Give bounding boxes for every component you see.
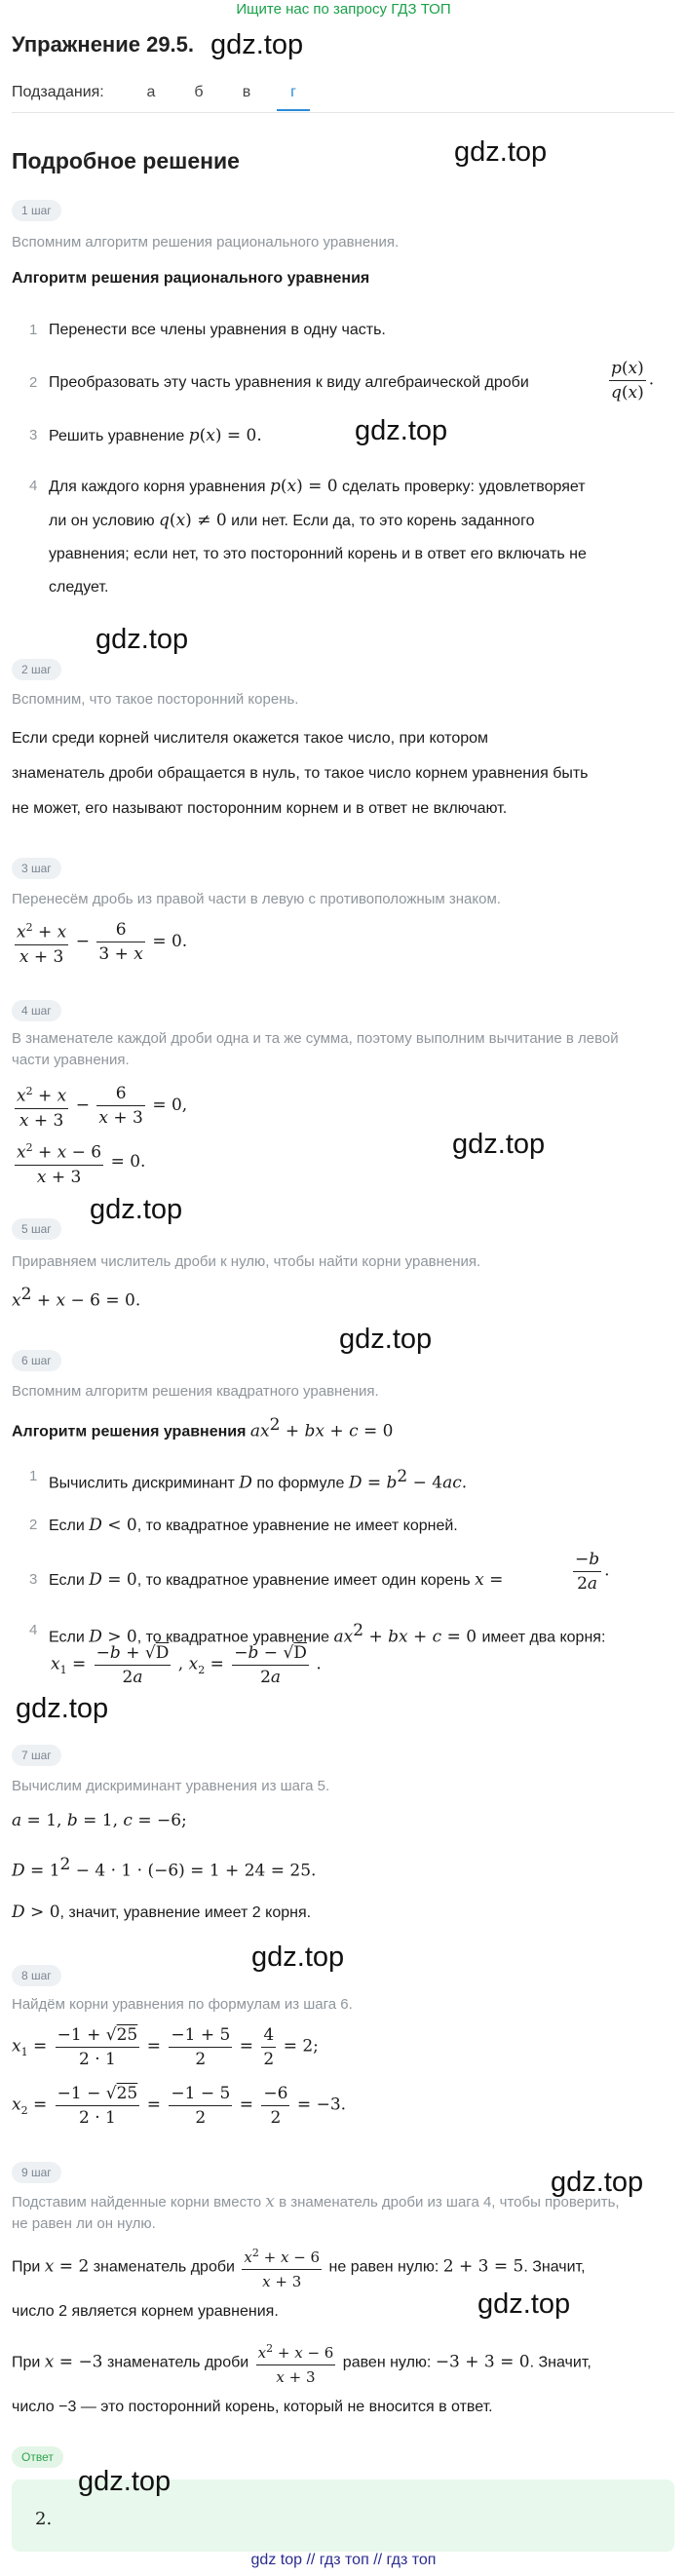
subtasks-label: Подзадания: (12, 84, 104, 100)
watermark: gdz.top (355, 415, 448, 446)
tab-b[interactable]: б (194, 84, 204, 100)
list-number: 2 (29, 1517, 38, 1533)
step-chip: 5 шаг (12, 1218, 61, 1240)
equation: $\frac{x^2 + x - 6}{x + 3}$ = 0. (12, 1136, 145, 1189)
equation: $x_2$ = $\frac{-1 - √25}{2 \cdot 1}$ = $\frac{-1 - 5}{2}$ = $\frac{-6}{2}$ = −3. (12, 2084, 347, 2128)
watermark: gdz.top (551, 2167, 644, 2198)
equation: $D = 1^2 - 4 \cdot 1 \cdot (-6) = 1 + 24 = 25$. (12, 1855, 317, 1881)
watermark: gdz.top (452, 1129, 546, 1160)
paragraph: Если среди корней числителя окажется такое число, при котором знаменатель дроби обращается в нуль, то такое число корнем уравнения быть не может, его называют посторонним корнем и в ответ не включают. (12, 730, 589, 817)
algo-title: Алгоритм решения рационального уравнения (12, 270, 370, 287)
list-item: Вычислить дискриминант D по формуле $D = b^2 - 4ac$. (49, 1467, 468, 1493)
step-chip: 2 шаг (12, 659, 61, 680)
list-item: Если D > 0, то квадратное уравнение $ax^2$ + bx + c = 0 имеет два корня: (49, 1621, 606, 1647)
step-chip: 9 шаг (12, 2162, 61, 2183)
watermark: gdz.top (95, 624, 189, 655)
equation: a = 1, b = 1, c = −6; (12, 1811, 187, 1830)
step-intro: Подставим найденные корни вместо x в знаменатель дроби из шага 4, чтобы проверить, не равен ли он нулю. (12, 2192, 620, 2232)
watermark: gdz.top (16, 1693, 109, 1724)
list-number: 2 (29, 374, 38, 391)
list-item: Перенести все члены уравнения в одну часть. (49, 322, 386, 338)
equation: $x_1$ = $\frac{-1 + √25}{2 \cdot 1}$ = $\frac{-1 + 5}{2}$ = $\frac{4}{2}$ = 2; (12, 2025, 319, 2069)
list-number: 4 (29, 478, 38, 494)
conclusion: D > 0, значит, уравнение имеет 2 корня. (12, 1903, 312, 1922)
step-intro: Перенесём дробь из правой части в левую с противоположным знаком. (12, 891, 501, 907)
paragraph: При x = 2 знаменатель дроби $\frac{x^2 + x - 6}{x + 3}$ не равен нулю: 2 + 3 = 5. Значит, число 2 является корнем уравнения. (12, 2242, 679, 2330)
list-item: Если D = 0, то квадратное уравнение имеет один корень x = (49, 1570, 504, 1590)
step-intro: Вспомним алгоритм решения квадратного уравнения. (12, 1383, 379, 1400)
step-intro: Вспомним, что такое посторонний корень. (12, 691, 299, 708)
watermark: gdz.top (454, 136, 548, 168)
tab-g[interactable]: г (290, 84, 296, 100)
equation: $x^2 + x - 6 = 0$. (12, 1285, 141, 1311)
list-number: 3 (29, 1571, 38, 1588)
paragraph: При x = −3 знаменатель дроби $\frac{x^2 + x - 6}{x + 3}$ равен нулю: −3 + 3 = 0. Значит, число −3 — это посторонний корень, который не вносится в ответ. (12, 2337, 679, 2426)
list-number: 3 (29, 427, 38, 443)
algo-title: Алгоритм решения уравнения $ax^2$ + bx + c = 0 (12, 1415, 394, 1442)
watermark: gdz.top (90, 1194, 183, 1225)
watermark: gdz.top (78, 2466, 172, 2497)
watermark: gdz.top (210, 29, 304, 60)
search-banner: Ищите нас по запросу ГДЗ ТОП (236, 1, 451, 18)
step-intro: В знаменателе каждой дроби одна и та же сумма, поэтому выполним вычитание в левой части уравнения. (12, 1030, 619, 1068)
list-number: 4 (29, 1622, 38, 1638)
math-fraction: $\frac{-b}{2a}$ . (575, 1550, 610, 1594)
divider (12, 112, 674, 113)
list-number: 1 (29, 322, 38, 338)
list-item: Для каждого корня уравнения p(x) = 0 сделать проверку: удовлетворяет ли он условию q(x) ≠ 0 или нет. Если да, то это корень заданного уравнения; если нет, то это посторонний корень и в ответ его включать не следует. (49, 477, 587, 596)
exercise-title: Упражнение 29.5. (12, 32, 195, 57)
answer-chip: Ответ (12, 2446, 63, 2468)
math-fraction: $\frac{p(x)}{q(x)}$ . (611, 359, 655, 403)
equation: $\frac{x^2 + x}{x + 3}$ − $\frac{6}{x + 3}$ = 0, (12, 1080, 187, 1133)
step-chip: 1 шаг (12, 200, 61, 221)
step-chip: 3 шаг (12, 858, 61, 879)
step-intro: Приравняем числитель дроби к нулю, чтобы найти корни уравнения. (12, 1253, 481, 1270)
list-number: 1 (29, 1468, 38, 1484)
step-chip: 4 шаг (12, 1000, 61, 1021)
step-intro: Вспомним алгоритм решения рационального уравнения. (12, 234, 400, 250)
active-tab-indicator (277, 109, 310, 111)
equation: $x_1$ = $\frac{-b + √D}{2a}$ , $x_2$ = $\frac{-b - √D}{2a}$ . (51, 1643, 322, 1687)
watermark: gdz.top (339, 1324, 433, 1355)
step-chip: 8 шаг (12, 1965, 61, 1986)
footer: gdz top // гдз топ // гдз топ (250, 2552, 437, 2568)
list-item: Решить уравнение p(x) = 0. (49, 426, 262, 445)
solution-title: Подробное решение (12, 148, 240, 173)
list-item: Если D < 0, то квадратное уравнение не имеет корней. (49, 1516, 458, 1535)
tab-v[interactable]: в (242, 84, 251, 100)
step-intro: Найдём корни уравнения по формулам из шага 6. (12, 1996, 353, 2013)
step-chip: 6 шаг (12, 1350, 61, 1371)
step-intro: Вычислим дискриминант уравнения из шага 5. (12, 1778, 330, 1794)
equation: $\frac{x^2 + x}{x + 3}$ − $\frac{6}{3 + x}$ = 0. (12, 916, 187, 969)
tab-a[interactable]: а (146, 84, 156, 100)
answer-value: 2. (35, 2509, 53, 2529)
list-item: Преобразовать эту часть уравнения к виду алгебраической дроби (49, 374, 529, 391)
watermark: gdz.top (477, 2288, 571, 2320)
step-chip: 7 шаг (12, 1745, 61, 1766)
watermark: gdz.top (251, 1942, 345, 1973)
